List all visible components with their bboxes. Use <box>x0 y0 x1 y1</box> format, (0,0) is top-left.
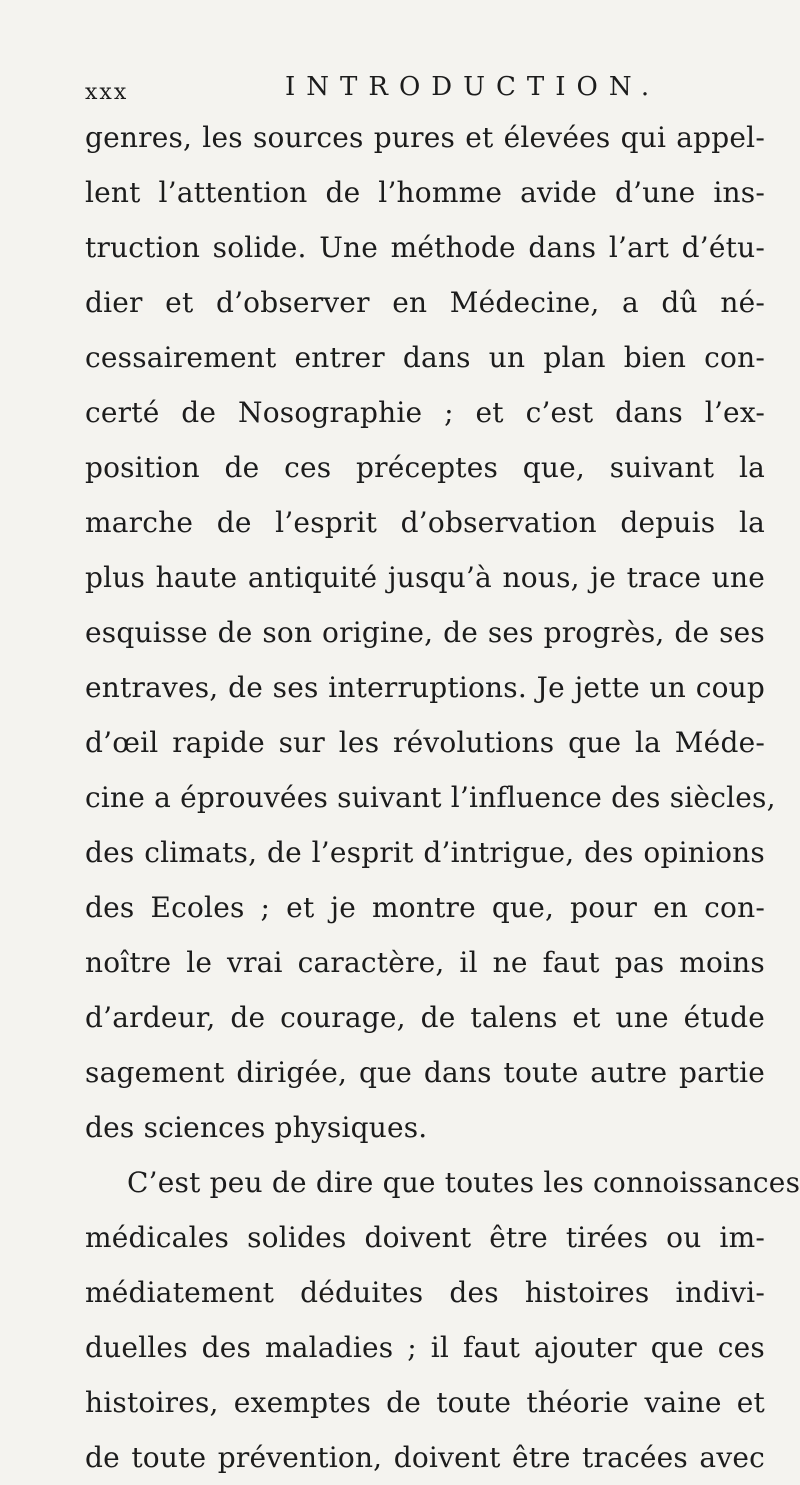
text-line: d’ardeur, de courage, de talens et une étude <box>85 1001 765 1034</box>
page-header <box>85 72 745 106</box>
text-line: C’est peu de dire que toutes les connoissances <box>127 1166 800 1199</box>
page-number: xxx <box>85 80 129 105</box>
text-line: sagement dirigée, que dans toute autre partie <box>85 1056 765 1089</box>
text-line: cine a éprouvées suivant l’influence des siècles, <box>85 781 776 814</box>
text-line: marche de l’esprit d’observation depuis la <box>85 506 765 539</box>
text-line: plus haute antiquité jusqu’à nous, je trace une <box>85 561 765 594</box>
body-text <box>85 110 800 1485</box>
text-line: médicales solides doivent être tirées ou im- <box>85 1221 765 1254</box>
text-line: d’œil rapide sur les révolutions que la Méde- <box>85 726 765 759</box>
text-line: esquisse de son origine, de ses progrès, de ses <box>85 616 765 649</box>
text-line: des sciences physiques. <box>85 1111 428 1144</box>
paragraph <box>85 110 776 1155</box>
text-line: histoires, exemptes de toute théorie vaine et <box>85 1386 765 1419</box>
text-line: de toute prévention, doivent être tracées avec <box>85 1441 765 1474</box>
text-line: certé de Nosographie ; et c’est dans l’ex- <box>85 396 765 429</box>
running-title: INTRODUCTION. <box>285 72 661 102</box>
text-line: duelles des maladies ; il faut ajouter que ces <box>85 1331 765 1364</box>
paragraph <box>85 1155 800 1485</box>
text-line: position de ces préceptes que, suivant la <box>85 451 765 484</box>
text-line: dier et d’observer en Médecine, a dû né- <box>85 286 765 319</box>
text-line: noître le vrai caractère, il ne faut pas moins <box>85 946 765 979</box>
text-line: genres, les sources pures et élevées qui appel- <box>85 121 765 154</box>
text-line: médiatement déduites des histoires indivi- <box>85 1276 765 1309</box>
text-line: truction solide. Une méthode dans l’art d’étu- <box>85 231 765 264</box>
text-line: des Ecoles ; et je montre que, pour en con- <box>85 891 765 924</box>
text-line: entraves, de ses interruptions. Je jette un coup <box>85 671 765 704</box>
text-line: lent l’attention de l’homme avide d’une ins- <box>85 176 765 209</box>
text-line: des climats, de l’esprit d’intrigue, des opinions <box>85 836 765 869</box>
text-line: cessairement entrer dans un plan bien con- <box>85 341 765 374</box>
